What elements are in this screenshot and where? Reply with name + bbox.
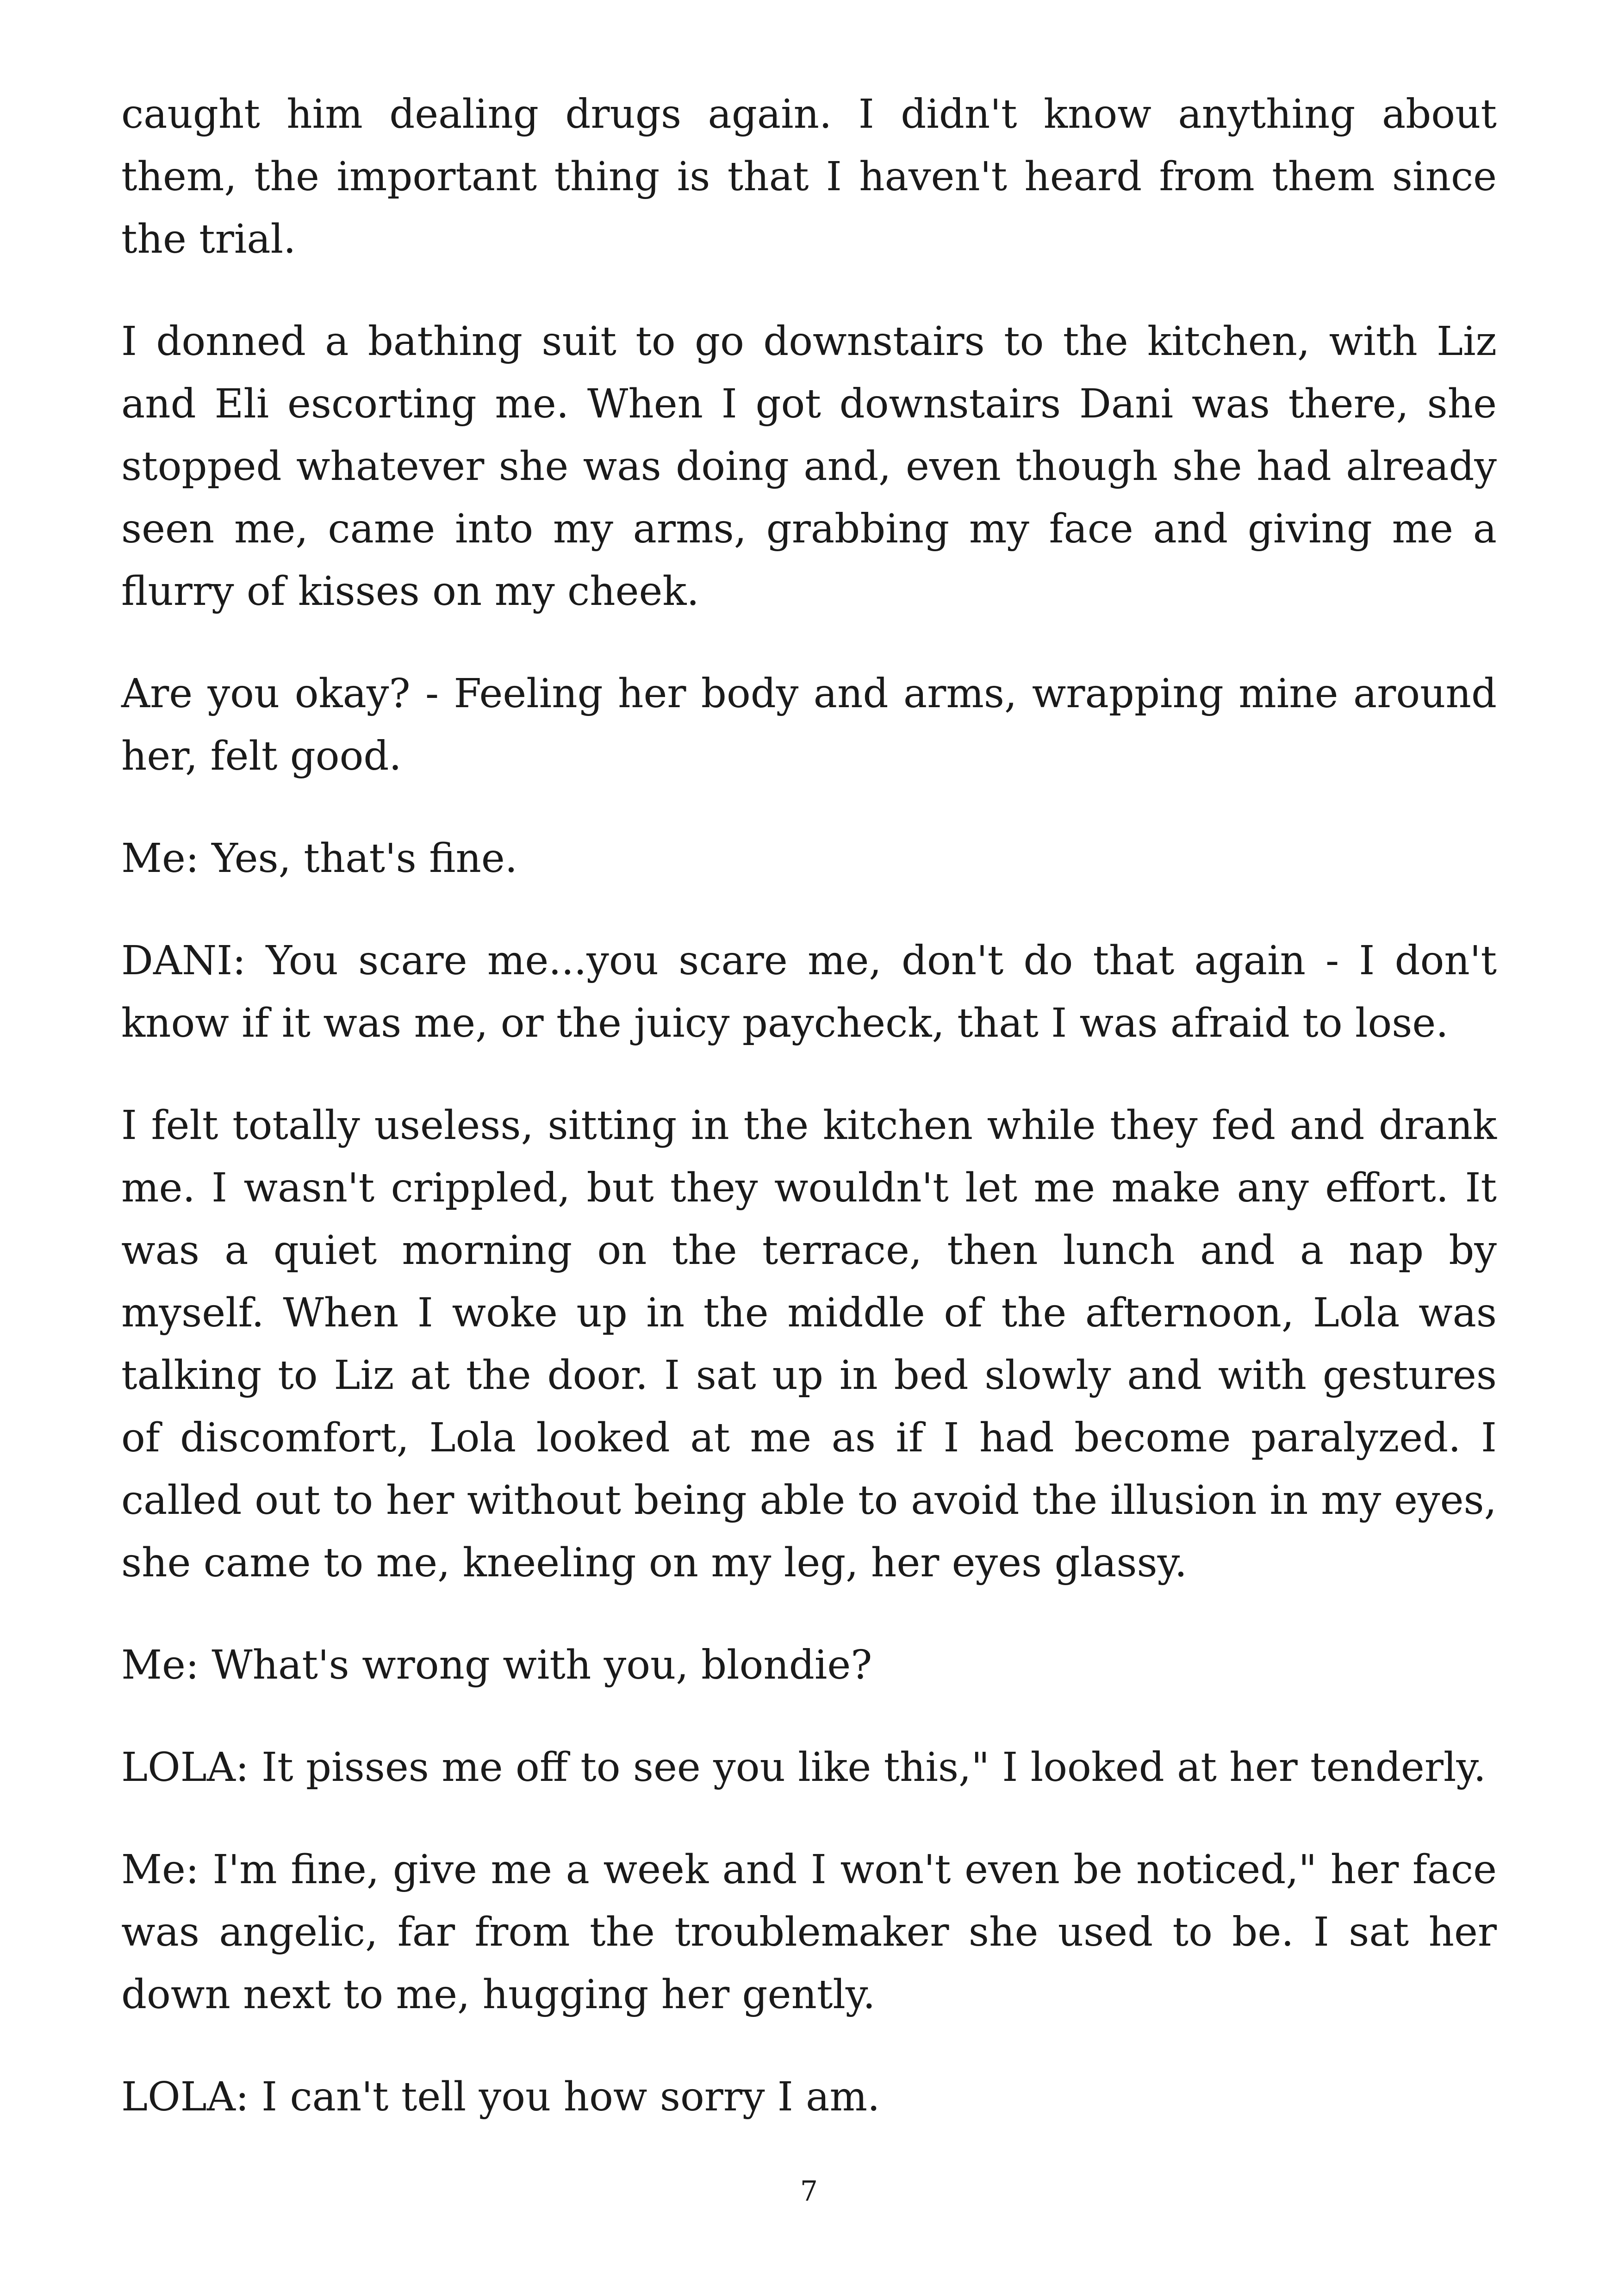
paragraph: LOLA: It pisses me off to see you like this," I looked at her tenderly.	[121, 1744, 1486, 1791]
paragraph: Me: What's wrong with you, blondie?	[121, 1642, 872, 1688]
paragraph: I felt totally useless, sitting in the kitchen while they fed and drank me. I wasn't crippled, but they wouldn't let me make any effort. It was a quiet morning on the terrace, then lunch and a nap by myself. When I woke up in the middle of the afternoon, Lola was talking to Liz at the door. I sat up in bed slowly and with gestures of discomfort, Lola looked at me as if I had become paralyzed. I called out to her without being able to avoid the illusion in my eyes, she came to me, kneeling on my leg, her eyes glassy.	[121, 1102, 1497, 1586]
paragraph: I donned a bathing suit to go downstairs to the kitchen, with Liz and Eli escorting me. When I got downstairs Dani was there, she stopped whatever she was doing and, even though she had already seen me, came into my arms, grabbing my face and giving me a flurry of kisses on my cheek.	[121, 318, 1497, 615]
paragraph: Are you okay? - Feeling her body and arms, wrapping mine around her, felt good.	[121, 671, 1497, 779]
paragraph: Me: Yes, that's fine.	[121, 835, 518, 882]
paragraph: Me: I'm fine, give me a week and I won't even be noticed," her face was angelic, far from the troublemaker she used to be. I sat her down next to me, hugging her gently.	[121, 1847, 1497, 2018]
paragraph: DANI: You scare me...you scare me, don't do that again - I don't know if it was me, or the juicy paycheck, that I was afraid to lose.	[121, 938, 1497, 1046]
page-number: 7	[800, 2175, 818, 2208]
paragraph: caught him dealing drugs again. I didn't know anything about them, the important thing is that I haven't heard from them since the trial.	[121, 91, 1497, 262]
page-body	[121, 83, 1497, 2168]
paragraph: LOLA: I can't tell you how sorry I am.	[121, 2074, 880, 2120]
